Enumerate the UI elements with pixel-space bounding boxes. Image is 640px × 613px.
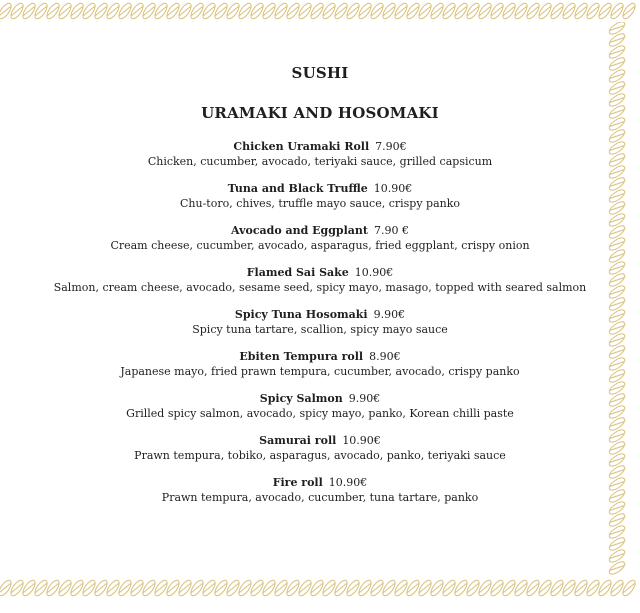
item-price: 10.90€ [354, 266, 394, 279]
item-price: 10.90€ [373, 182, 413, 195]
item-name: Chicken Uramaki Roll [233, 140, 370, 153]
menu-item [40, 139, 600, 170]
item-description: Spicy tuna tartare, scallion, spicy mayo sauce [192, 323, 448, 336]
item-name: Fire roll [272, 476, 323, 489]
menu-page [40, 58, 600, 517]
item-name: Ebiten Tempura roll [239, 350, 364, 363]
section-title: SUSHI [291, 64, 349, 82]
item-description: Prawn tempura, tobiko, asparagus, avocado, panko, teriyaki sauce [134, 449, 506, 462]
chain-pattern-top [0, 0, 640, 22]
menu-item [40, 349, 600, 380]
gold-chain-border-bottom [0, 577, 640, 599]
chain-pattern-bottom [0, 577, 640, 599]
item-name: Spicy Tuna Hosomaki [234, 308, 368, 321]
menu-item [40, 391, 600, 422]
item-description: Chu-toro, chives, truffle mayo sauce, crispy panko [179, 197, 461, 210]
item-description: Cream cheese, cucumber, avocado, asparagus, fried eggplant, crispy onion [110, 239, 530, 252]
subsection-title: URAMAKI AND HOSOMAKI [201, 104, 439, 122]
gold-chain-border-top [0, 0, 640, 22]
item-description: Chicken, cucumber, avocado, teriyaki sauce, grilled capsicum [147, 155, 493, 168]
item-description: Japanese mayo, fried prawn tempura, cucumber, avocado, crispy panko [120, 365, 520, 378]
item-price: 7.90 € [374, 224, 409, 237]
item-price: 9.90€ [373, 308, 406, 321]
item-description: Salmon, cream cheese, avocado, sesame seed, spicy mayo, masago, topped with seared salmon [53, 281, 587, 294]
item-price: 9.90€ [348, 392, 381, 405]
menu-item [40, 475, 600, 506]
menu-item [40, 307, 600, 338]
menu-item [40, 223, 600, 254]
item-name: Tuna and Black Truffle [227, 182, 368, 195]
item-name: Samurai roll [259, 434, 337, 447]
item-description: Prawn tempura, avocado, cucumber, tuna tartare, panko [161, 491, 479, 504]
gold-chain-border-right [604, 22, 630, 577]
menu-item [40, 181, 600, 212]
item-price: 8.90€ [369, 350, 401, 363]
item-price: 10.90€ [328, 476, 368, 489]
item-name: Flamed Sai Sake [246, 266, 349, 279]
item-name: Spicy Salmon [259, 392, 343, 405]
menu-item [40, 433, 600, 464]
chain-pattern-right [604, 22, 630, 577]
menu-item [40, 265, 600, 296]
item-price: 10.90€ [342, 434, 381, 447]
item-description: Grilled spicy salmon, avocado, spicy mayo, panko, Korean chilli paste [126, 407, 514, 420]
item-name: Avocado and Eggplant [231, 224, 368, 237]
item-price: 7.90€ [375, 140, 407, 153]
